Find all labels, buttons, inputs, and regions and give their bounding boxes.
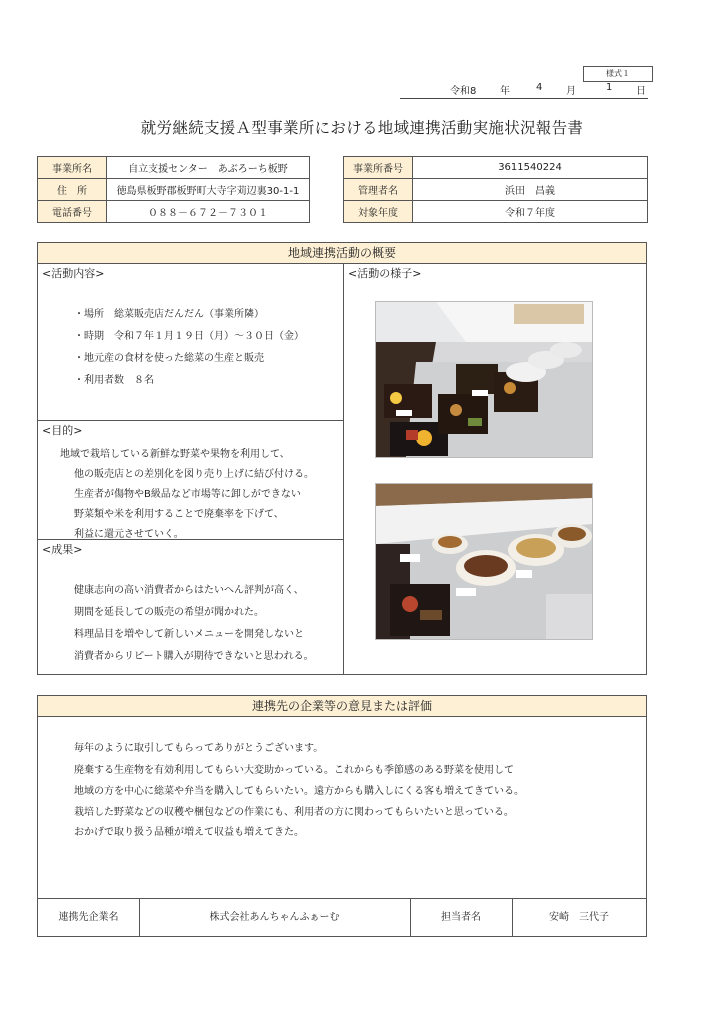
phone-label: 電話番号 [38, 201, 107, 223]
activity-line: ・場所 総菜販売店だんだん（事業所隣） [74, 309, 264, 320]
report-date [400, 82, 648, 98]
purpose-label: <目的> [42, 424, 83, 437]
evaluation-line: 地域の方を中心に総菜や弁当を購入してもらいたい。遠方からも購入しにくる客も増えてきている。 [74, 786, 524, 797]
evaluation-heading: 連携先の企業等の意見または評価 [38, 696, 646, 717]
evaluation-line: 廃棄する生産物を有効利用してもらい大変助かっている。これからも季節感のある野菜を使用して [74, 765, 514, 776]
overview-heading: 地域連携活動の概要 [38, 243, 646, 264]
activity-line: ・利用者数 ８名 [74, 375, 154, 386]
evaluation-line: 毎年のように取引してもらってありがとうございます。 [74, 743, 324, 754]
facility-number-label: 事業所番号 [344, 157, 413, 179]
facility-name-label: 事業所名 [38, 157, 107, 179]
evaluation-line: おかげで取り扱う品種が増えて収益も増えてきた。 [74, 827, 304, 838]
result-line: 料理品目を増やして新しいメニューを開発しないと [74, 629, 304, 640]
date-year-unit: 年 [500, 86, 510, 97]
phone-value: ０８８－６７２－７３０１ [107, 201, 310, 223]
partner-company-label: 連携先企業名 [58, 912, 119, 923]
fiscal-year-value: 令和７年度 [413, 201, 648, 223]
purpose-line: 野菜類や米を利用することで廃棄率を下げて、 [74, 509, 284, 520]
date-day: 1 [606, 82, 613, 93]
activity-photos-label: <活動の様子> [348, 267, 422, 280]
evaluation-line: 栽培した野菜などの収穫や梱包などの作業にも、利用者の方に関わってもらいたいと思っている。 [74, 807, 514, 818]
date-era: 令和8 [450, 86, 477, 97]
manager-label: 管理者名 [344, 179, 413, 201]
activity-overview-panel [37, 242, 647, 675]
address-value: 徳島県板野郡板野町大寺字苅辺裏30-1-1 [107, 179, 310, 201]
activity-photo-2 [375, 483, 593, 640]
activity-line: ・時期 令和７年１月１９日（月）～３０日（金） [74, 331, 304, 342]
contact-person-label: 担当者名 [441, 912, 481, 923]
purpose-line: 生産者が傷物やB級品など市場等に卸しができない [74, 489, 301, 500]
purpose-line: 地域で栽培している新鮮な野菜や果物を利用して、 [60, 449, 290, 460]
date-month: 4 [536, 82, 543, 93]
purpose-line: 利益に還元させていく。 [74, 529, 184, 540]
column-divider [343, 263, 344, 674]
result-line: 健康志向の高い消費者からはたいへん評判が高く、 [74, 585, 304, 596]
date-underline [400, 98, 648, 99]
facility-name-value: 自立支援センター あぶろーち板野 [107, 157, 310, 179]
purpose-line: 他の販売店との差別化を図り売り上げに結び付ける。 [74, 469, 314, 480]
date-month-unit: 月 [566, 86, 576, 97]
activity-photo-1 [375, 301, 593, 458]
date-day-unit: 日 [636, 86, 646, 97]
section-divider [38, 420, 343, 421]
fiscal-year-label: 対象年度 [344, 201, 413, 223]
activity-content-label: <活動内容> [42, 267, 105, 280]
result-label: <成果> [42, 543, 83, 556]
page-title: 就労継続支援Ａ型事業所における地域連携活動実施状況報告書 [140, 119, 584, 137]
facility-info-table [37, 156, 310, 223]
partner-company-value: 株式会社あんちゃんふぁーむ [209, 912, 340, 923]
management-info-table [343, 156, 648, 223]
result-line: 期間を延長しての販売の希望が聞かれた。 [74, 607, 264, 618]
contact-person-value: 安崎 三代子 [549, 912, 609, 923]
facility-number-value: 3611540224 [413, 157, 648, 179]
form-number-tag: 様式１ [583, 66, 653, 82]
partner-evaluation-panel [37, 695, 647, 937]
address-label: 住 所 [38, 179, 107, 201]
result-line: 消費者からリピート購入が期待できないと思われる。 [74, 651, 314, 662]
activity-line: ・地元産の食材を使った総菜の生産と販売 [74, 353, 264, 364]
manager-value: 浜田 昌義 [413, 179, 648, 201]
partner-info-row [38, 898, 646, 937]
section-divider [38, 539, 343, 540]
